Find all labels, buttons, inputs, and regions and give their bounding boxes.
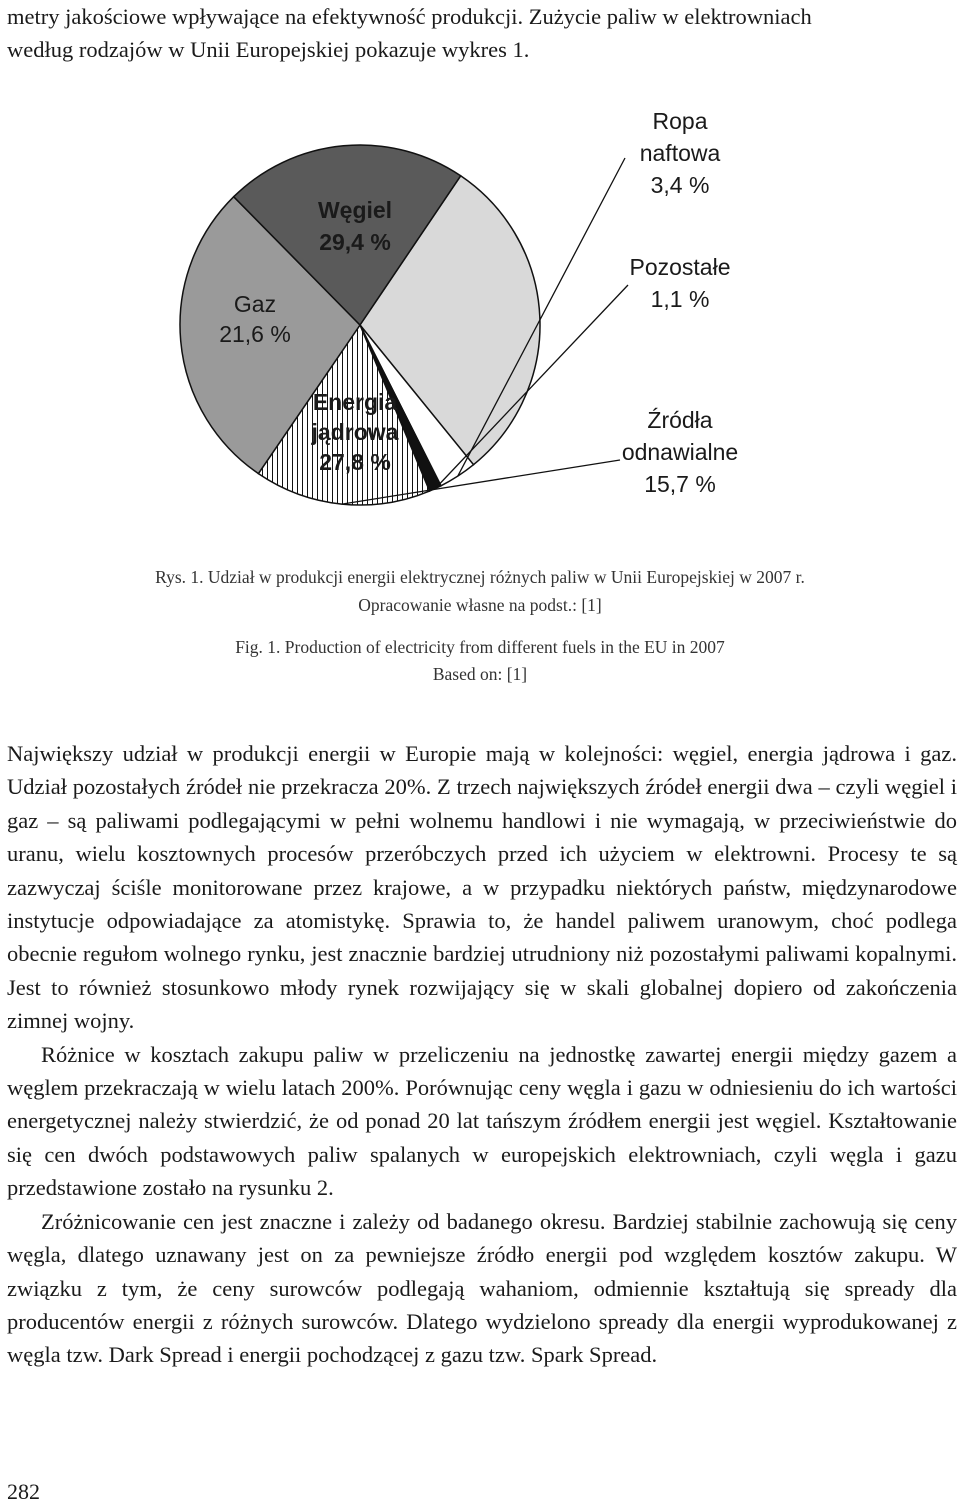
slice-wegiel-label: Węgiel 29,4 %: [317, 197, 393, 255]
slice-energia-jadrowa-label: Energia jądrowa 27,8 %: [311, 389, 399, 475]
fuel-share-pie-chart: [150, 100, 810, 520]
caption-pl-line1: Rys. 1. Udział w produkcji energii elektrycznej różnych paliw w Unii Europejskiej w 2007 r.: [155, 567, 805, 587]
slice-ropa-naftowa-label: Ropa naftowa 3,4 %: [639, 108, 721, 198]
caption-pl-line2: Opracowanie własne na podst.: [1]: [358, 595, 602, 615]
caption-en-line1: Fig. 1. Production of electricity from different fuels in the EU in 2007: [235, 637, 725, 657]
slice-gaz-label: Gaz 21,6 %: [219, 291, 291, 347]
intro-paragraph: metry jakościowe wpływające na efektywność produkcji. Zużycie paliw w elektrowniach według rodzajów w Unii Europejskiej pokazuje wykres 1.: [7, 4, 812, 62]
slice-pozostale-label: Pozostałe 1,1 %: [629, 254, 731, 312]
paragraph-3: Zróżnicowanie cen jest znaczne i zależy od badanego okresu. Bardziej stabilnie zachowują się ceny węgla, dlatego uznawany jest on za pewniejsze źródło energii pod względem kosztów zakupu. W związku z tym, że ceny surowców podlegają wahaniom, odmiennie kształtują się spready dla producentów energii z różnych surowców. Dlatego wydzielono spready dla energii wyprodukowanej z węgla tzw. Dark Spread i energii pochodzącej z gazu tzw. Spark Spread.: [7, 1208, 957, 1368]
body-text: [7, 737, 957, 1372]
page-number: 282: [7, 1479, 40, 1504]
caption-en-line2: Based on: [1]: [432, 664, 528, 684]
slice-zrodla-odnawialne-label: Źródła odnawialne 15,7 %: [621, 407, 739, 497]
paragraph-1: Największy udział w produkcji energii w Europie mają w kolejności: węgiel, energia jądrowa i gaz. Udział pozostałych źródeł nie przekracza 20%. Z trzech największych źródeł energii dwa – czyli węgiel i gaz – są paliwami podlegającymi w pełni wolnemu handlowi i nie wymagają, w przeciwieństwie do uranu, wielu kosztownych procesów przeróbczych przed ich użyciem w elektrowni. Procesy te są zazwyczaj ściśle monitorowane przez krajowe, a w przypadku niektórych państw, międzynarodowe instytucje odpowiadające za atomistykę. Sprawia to, że handel paliwem uranowym, choć podlega obecnie regułom wolnego rynku, jest znacznie bardziej utrudniony niż pozostałymi paliwami kopalnymi. Jest to również stosunkowo młody rynek rozwijający się w skali globalnej dopiero od zakończenia zimnej wojny.: [7, 741, 957, 1034]
paragraph-2: Różnice w kosztach zakupu paliw w przeliczeniu na jednostkę zawartej energii między gazem a węglem przekraczają w wielu latach 200%. Porównując ceny węgla i gazu w odniesieniu do ich wartości energetycznej należy stwierdzić, że od ponad 20 lat tańszym źródłem energii jest węgiel. Kształtowanie się cen dwóch podstawowych paliw spalanych w europejskich elektrowniach, czyli węgla i gazu przedstawione zostało na rysunku 2.: [7, 1041, 957, 1201]
